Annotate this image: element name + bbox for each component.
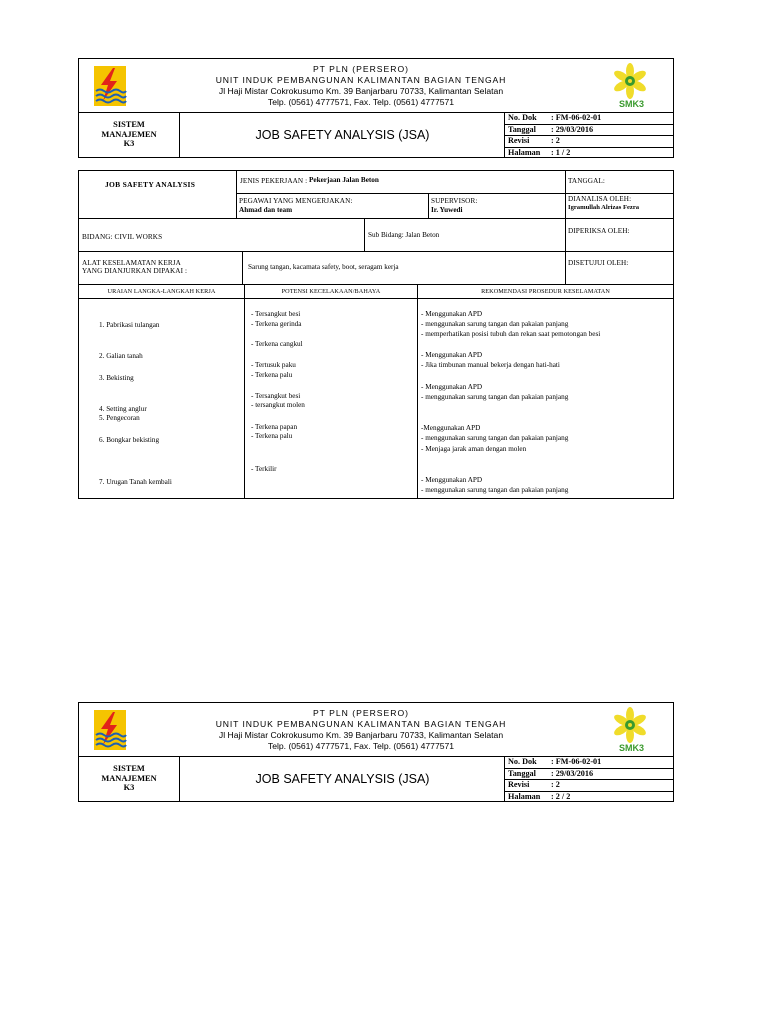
system-line1: SISTEM xyxy=(113,764,145,773)
recommendation-item: - Menjaga jarak aman dengan molen xyxy=(421,445,527,453)
header-bottom xyxy=(79,757,673,801)
rev-label: Revisi xyxy=(508,136,530,145)
doc-no-value: : FM-06-02-01 xyxy=(551,757,602,766)
recommendations-column xyxy=(417,298,673,498)
step-item: 4. Setting anglur xyxy=(99,405,147,413)
hazard-item: - Tersangkut besi xyxy=(251,392,301,400)
jsa-label: JOB SAFETY ANALYSIS xyxy=(105,180,196,189)
col3-header: REKOMENDASI PROSEDUR KESELAMATAN xyxy=(481,288,610,295)
pegawai-cell xyxy=(236,193,428,218)
rev-label: Revisi xyxy=(508,780,530,789)
recommendation-item: -Menggunakan APD xyxy=(421,424,481,432)
hazard-item: - Terkena gerinda xyxy=(251,320,302,328)
alat-cell xyxy=(79,251,242,284)
hazard-item: - Terkena palu xyxy=(251,371,293,379)
recommendation-item: - Menggunakan APD xyxy=(421,476,483,484)
pln-logo-icon xyxy=(93,65,127,107)
jenis-label: JENIS PEKERJAAN : xyxy=(240,177,308,185)
col1-header: URAIAN LANGKA-LANGKAH KERJA xyxy=(107,288,216,295)
step-item: 2. Galian tanah xyxy=(99,352,143,360)
doc-info-table xyxy=(504,757,673,801)
company-unit: UNIT INDUK PEMBANGUNAN KALIMANTAN BAGIAN TENGAH xyxy=(215,75,507,85)
doc-title: JOB SAFETY ANALYSIS (JSA) xyxy=(255,772,430,786)
diperiksa-cell xyxy=(565,218,673,251)
company-phone: Telp. (0561) 4777571, Fax. Telp. (0561) 4777571 xyxy=(267,97,455,107)
company-block xyxy=(139,708,583,752)
col3-header-cell xyxy=(417,284,673,298)
hazards-column xyxy=(244,298,417,498)
date-value: : 29/03/2016 xyxy=(551,124,594,134)
company-name: PT PLN (PERSERO) xyxy=(312,708,410,718)
page-label: Halaman xyxy=(508,791,541,801)
jenis-value: Pekerjaan Jalan Beton xyxy=(309,176,379,184)
disetujui-cell xyxy=(565,251,673,284)
smk3-logo-text: SMK3 xyxy=(619,743,645,753)
page2-header xyxy=(78,702,674,802)
rev-row xyxy=(505,136,673,148)
date-value: : 29/03/2016 xyxy=(551,768,594,778)
hazard-item: - tersangkut molen xyxy=(251,401,305,409)
subbidang-cell xyxy=(364,218,565,251)
supervisor-value: Ir. Yuwedi xyxy=(431,206,463,214)
header-bottom xyxy=(79,113,673,157)
date-label: Tanggal xyxy=(508,768,536,778)
recommendation-item: - menggunakan sarung tangan dan pakaian panjang xyxy=(421,320,569,328)
recommendation-item: - menggunakan sarung tangan dan pakaian panjang xyxy=(421,393,569,401)
supervisor-label: SUPERVISOR: xyxy=(431,197,478,205)
doc-no-label: No. Dok xyxy=(508,757,537,766)
system-label xyxy=(79,757,180,801)
step-item: 3. Bekisting xyxy=(99,374,134,382)
bidang-cell xyxy=(79,218,364,251)
rev-value: : 2 xyxy=(551,136,560,145)
diperiksa-label: DIPERIKSA OLEH: xyxy=(568,227,630,235)
company-address: Jl Haji Mistar Cokrokusumo Km. 39 Banjarbaru 70733, Kalimantan Selatan xyxy=(218,86,504,96)
alat-value: Sarung tangan, kacamata safety, boot, seragam kerja xyxy=(248,263,399,271)
jsa-label-cell xyxy=(79,171,236,218)
company-unit: UNIT INDUK PEMBANGUNAN KALIMANTAN BAGIAN TENGAH xyxy=(215,719,507,729)
recommendation-item: - memperhatikan posisi tubuh dan rekan saat pemotongan besi xyxy=(421,330,601,338)
tanggal-label: TANGGAL: xyxy=(568,177,605,185)
pegawai-value: Ahmad dan team xyxy=(239,206,293,214)
hazard-item: - Terkilir xyxy=(251,465,277,473)
jsa-form xyxy=(78,170,674,499)
system-line3: K3 xyxy=(123,139,135,148)
system-line3: K3 xyxy=(123,783,135,792)
page-row xyxy=(505,148,673,159)
doc-info-table xyxy=(504,113,673,157)
page-value: : 2 / 2 xyxy=(551,791,571,801)
company-block xyxy=(139,64,583,108)
recommendation-item: - menggunakan sarung tangan dan pakaian panjang xyxy=(421,486,569,494)
dianalisa-value: Igramullah Alrizas Fezra xyxy=(568,204,640,211)
doc-no-label: No. Dok xyxy=(508,113,537,122)
col2-header-cell xyxy=(244,284,417,298)
date-row xyxy=(505,125,673,137)
step-item: 5. Pengecoran xyxy=(99,414,140,422)
date-label: Tanggal xyxy=(508,124,536,134)
page-row xyxy=(505,792,673,803)
steps-column xyxy=(79,298,244,498)
hazard-item: - Terkena cangkul xyxy=(251,340,303,348)
doc-no-value: : FM-06-02-01 xyxy=(551,113,602,122)
recommendation-item: - Jika timbunan manual bekerja dengan hati-hati xyxy=(421,361,560,369)
system-label xyxy=(79,113,180,157)
system-line2: MANAJEMEN xyxy=(101,129,157,139)
col2-header: POTENSI KECELAKAAN/BAHAYA xyxy=(281,288,381,295)
recommendation-item: - Menggunakan APD xyxy=(421,351,483,359)
company-address: Jl Haji Mistar Cokrokusumo Km. 39 Banjarbaru 70733, Kalimantan Selatan xyxy=(218,730,504,740)
system-line1: SISTEM xyxy=(113,120,145,129)
smk3-logo-icon xyxy=(603,707,657,753)
bidang-label: BIDANG: CIVIL WORKS xyxy=(82,233,163,241)
page-label: Halaman xyxy=(508,147,541,157)
smk3-logo-icon xyxy=(603,63,657,109)
recommendation-item: - Menggunakan APD xyxy=(421,383,483,391)
disetujui-label: DISETUJUI OLEH: xyxy=(568,259,629,267)
alat-value-cell xyxy=(242,251,565,284)
smk3-logo-text: SMK3 xyxy=(619,99,645,109)
step-item: 6. Bongkar bekisting xyxy=(99,436,160,444)
jenis-cell xyxy=(236,171,565,193)
hazard-item: - Tersangkut besi xyxy=(251,310,301,318)
step-item: 1. Pabrikasi tulangan xyxy=(99,321,160,329)
supervisor-cell xyxy=(428,193,565,218)
header-top xyxy=(79,59,673,113)
recommendation-item: - menggunakan sarung tangan dan pakaian panjang xyxy=(421,434,569,442)
pln-logo-icon xyxy=(93,709,127,751)
doc-no-row xyxy=(505,113,673,125)
header-top xyxy=(79,703,673,757)
company-name: PT PLN (PERSERO) xyxy=(312,64,410,74)
system-line2: MANAJEMEN xyxy=(101,773,157,783)
alat-label-2: YANG DIANJURKAN DIPAKAI : xyxy=(82,267,188,275)
subbidang-label: Sub Bidang: Jalan Beton xyxy=(368,231,440,239)
pegawai-label: PEGAWAI YANG MENGERJAKAN: xyxy=(239,197,353,205)
alat-label-1: ALAT KESELAMATAN KERJA xyxy=(82,259,181,267)
company-phone: Telp. (0561) 4777571, Fax. Telp. (0561) 4777571 xyxy=(267,741,455,751)
dianalisa-label: DIANALISA OLEH: xyxy=(568,195,632,203)
step-item: 7. Urugan Tanah kembali xyxy=(99,478,172,486)
rev-row xyxy=(505,780,673,792)
dianalisa-cell xyxy=(565,193,673,218)
hazard-item: - Tertusuk paku xyxy=(251,361,296,369)
page-value: : 1 / 2 xyxy=(551,147,571,157)
recommendation-item: - Menggunakan APD xyxy=(421,310,483,318)
page1-header xyxy=(78,58,674,158)
hazard-item: - Terkena palu xyxy=(251,432,293,440)
date-row xyxy=(505,769,673,781)
doc-no-row xyxy=(505,757,673,769)
doc-title: JOB SAFETY ANALYSIS (JSA) xyxy=(255,128,430,142)
tanggal-cell xyxy=(565,171,673,193)
col1-header-cell xyxy=(79,284,244,298)
rev-value: : 2 xyxy=(551,780,560,789)
hazard-item: - Terkena papan xyxy=(251,423,298,431)
